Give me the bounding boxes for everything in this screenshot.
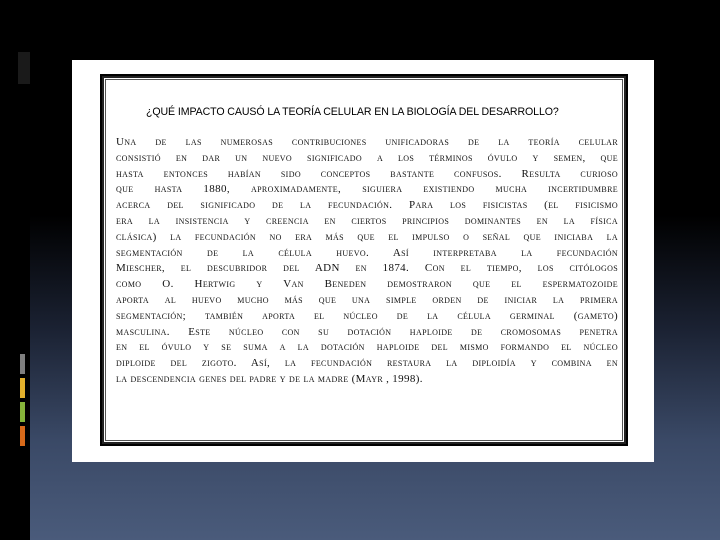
document-title: ¿QUÉ IMPACTO CAUSÓ LA TEORÍA CELULAR EN LA BIOLOGÍA DEL DESARROLLO?: [146, 106, 559, 118]
slide-top-marker: [18, 52, 30, 84]
accent-bar-gold: [20, 378, 25, 398]
body-line: como O. Hertwig y Van Beneden demostraron que el espermatozoide: [116, 278, 618, 291]
body-line: masculina. Este núcleo con su dotación haploide de cromosomas penetra: [116, 325, 618, 338]
document-body: [116, 135, 618, 388]
body-line: que hasta 1880, aproximadamente, siguiera existiendo mucha incertidumbre: [116, 183, 618, 196]
body-line: era la insistencia y creencia en ciertos principios dominantes en la física: [116, 214, 618, 227]
body-line: la descendencia genes del padre y de la madre (Mayr , 1998).: [116, 372, 423, 385]
body-line: acerca del significado de la fecundación. Para los fisicistas (el fisicismo: [116, 199, 618, 212]
body-line: aporta al huevo mucho más que una simple orden de iniciar la primera: [116, 293, 618, 306]
accent-bar-orange: [20, 426, 25, 446]
body-line: en el óvulo y se suma a la dotación haploide del mismo formando el núcleo: [116, 341, 618, 354]
body-line: diploide del zigoto. Así, la fecundación restaura la diploidía y combina en: [116, 357, 618, 370]
accent-bar-gray: [20, 354, 25, 374]
body-line: clásica) la fecundación no era más que el impulso o señal que iniciaba la: [116, 230, 618, 243]
body-line: segmentación de la célula huevo. Así interpretaba la fecundación: [116, 246, 618, 259]
body-line: Miescher, el descubridor del ADN en 1874. Con el tiempo, los citólogos: [116, 262, 618, 275]
accent-bar-green: [20, 402, 25, 422]
body-line: hasta entonces habían sido conceptos bastante confusos. Resulta curioso: [116, 167, 618, 180]
body-line: Una de las numerosas contribuciones unificadoras de la teoría celular: [116, 136, 618, 148]
document-image: [100, 74, 628, 446]
body-line: consistió en dar un nuevo significado a los términos óvulo y semen, que: [116, 151, 618, 164]
body-line: segmentación; también aporta el núcleo de la célula germinal (gameto): [116, 309, 618, 322]
